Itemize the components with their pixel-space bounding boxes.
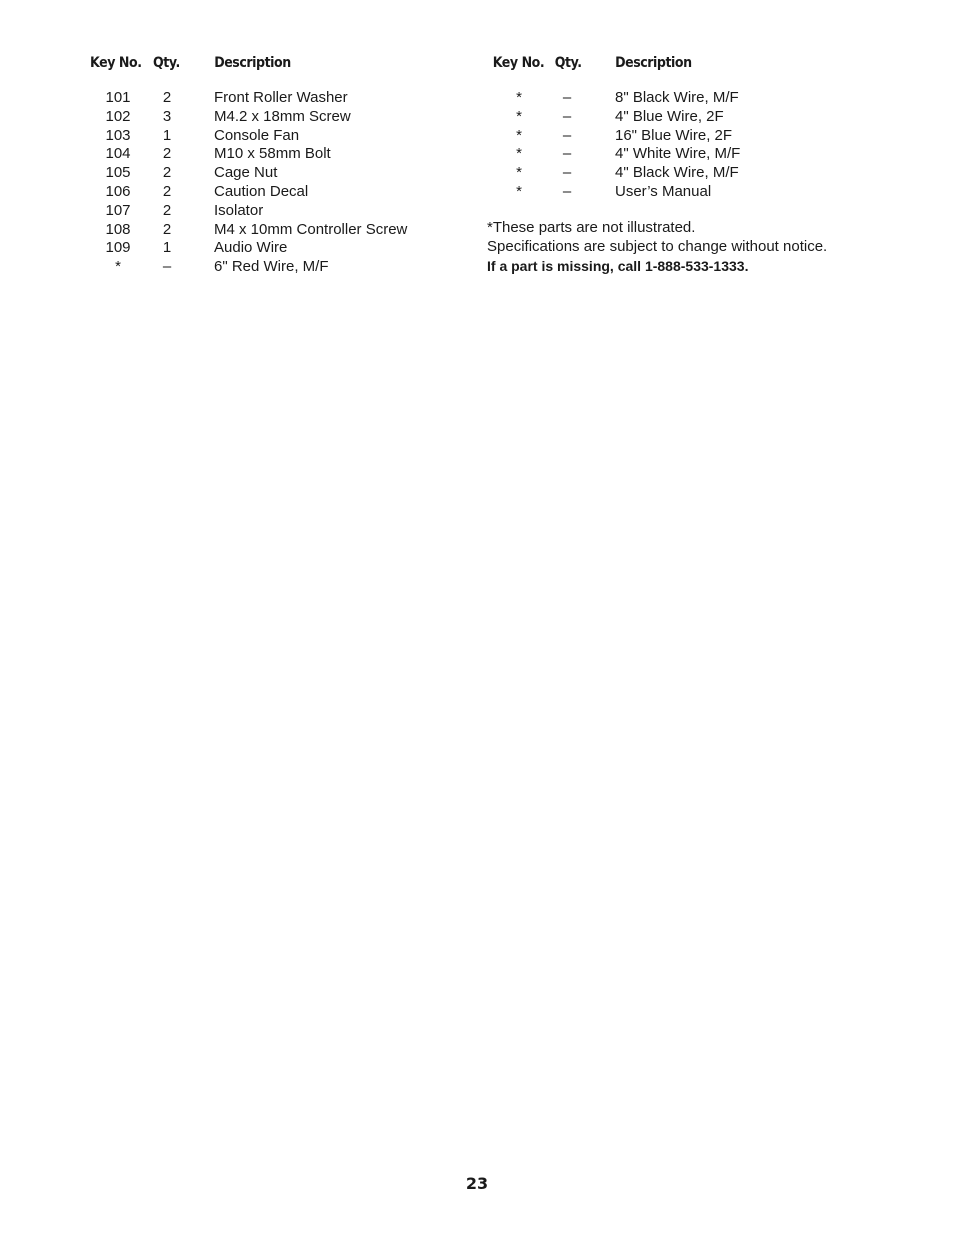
- table-header: [90, 55, 432, 77]
- table-row: [90, 221, 470, 240]
- key-no-header: Key No.: [90, 55, 142, 71]
- table-row: [490, 89, 930, 108]
- key-no: *: [516, 145, 522, 163]
- qty: –: [562, 164, 572, 182]
- qty: 2: [162, 220, 172, 238]
- table-row: [490, 145, 930, 164]
- description: Audio Wire: [214, 239, 288, 257]
- key-no: *: [516, 89, 522, 106]
- table-row: [490, 164, 930, 183]
- qty: 2: [162, 145, 172, 163]
- key-no: 102: [105, 107, 131, 125]
- notes-block: [487, 219, 827, 275]
- key-no: *: [516, 107, 522, 125]
- description-header: Description: [615, 55, 692, 71]
- specifications-note: Specifications are subject to change without notice.: [487, 237, 828, 255]
- page-number: 23: [465, 1174, 489, 1193]
- table-header: [490, 55, 886, 77]
- qty: –: [562, 182, 572, 200]
- description: Caution Decal: [214, 182, 309, 200]
- table-row: [90, 164, 470, 183]
- qty: 2: [162, 182, 172, 200]
- key-no: *: [516, 182, 522, 200]
- key-no: 104: [105, 145, 131, 163]
- table-row: [490, 108, 930, 127]
- description: 4" Blue Wire, 2F: [615, 107, 724, 125]
- description: 16" Blue Wire, 2F: [615, 126, 733, 144]
- qty: –: [162, 258, 172, 276]
- key-no: 107: [105, 201, 131, 219]
- description: 6" Red Wire, M/F: [214, 258, 329, 276]
- table-row: [90, 127, 470, 146]
- qty: 1: [162, 239, 172, 257]
- missing-part-note: If a part is missing, call 1-888-533-1333.: [487, 257, 749, 274]
- description: M4 x 10mm Controller Screw: [214, 220, 408, 238]
- key-no: 101: [105, 89, 131, 106]
- qty: –: [562, 145, 572, 163]
- qty: 3: [162, 107, 172, 125]
- description: Cage Nut: [214, 164, 278, 182]
- not-illustrated-note: *These parts are not illustrated.: [487, 219, 696, 236]
- table-row: [90, 89, 470, 108]
- key-no: *: [115, 258, 121, 276]
- qty: 2: [162, 201, 172, 219]
- description: 8" Black Wire, M/F: [615, 89, 739, 106]
- table-row: [90, 202, 470, 221]
- qty: –: [562, 107, 572, 125]
- table-row: [90, 258, 470, 277]
- key-no: 109: [105, 239, 131, 257]
- key-no-header: Key No.: [492, 55, 545, 71]
- parts-table-left: [90, 55, 470, 277]
- qty: –: [562, 89, 572, 106]
- qty: 2: [162, 164, 172, 182]
- qty-header: Qty.: [153, 55, 180, 71]
- table-row: [90, 183, 470, 202]
- description: 4" White Wire, M/F: [615, 145, 741, 163]
- description: M4.2 x 18mm Screw: [214, 107, 351, 125]
- key-no: 106: [105, 182, 131, 200]
- table-row: [90, 108, 470, 127]
- parts-list: [490, 89, 930, 202]
- key-no: 108: [105, 220, 131, 238]
- qty: –: [562, 126, 572, 144]
- qty: 2: [162, 89, 172, 106]
- parts-table-right: [490, 55, 930, 202]
- description: Front Roller Washer: [214, 89, 348, 106]
- parts-list: [90, 89, 470, 277]
- qty-header: Qty.: [554, 55, 582, 71]
- qty: 1: [162, 126, 172, 144]
- key-no: *: [516, 126, 522, 144]
- description: M10 x 58mm Bolt: [214, 145, 331, 163]
- key-no: *: [516, 164, 522, 182]
- table-row: [490, 127, 930, 146]
- description: 4" Black Wire, M/F: [615, 164, 739, 182]
- description: Isolator: [214, 201, 264, 219]
- key-no: 103: [105, 126, 131, 144]
- table-row: [490, 183, 930, 202]
- description: User’s Manual: [615, 182, 712, 200]
- table-row: [90, 239, 470, 258]
- description: Console Fan: [214, 126, 300, 144]
- table-row: [90, 145, 470, 164]
- key-no: 105: [105, 164, 131, 182]
- description-header: Description: [214, 55, 291, 71]
